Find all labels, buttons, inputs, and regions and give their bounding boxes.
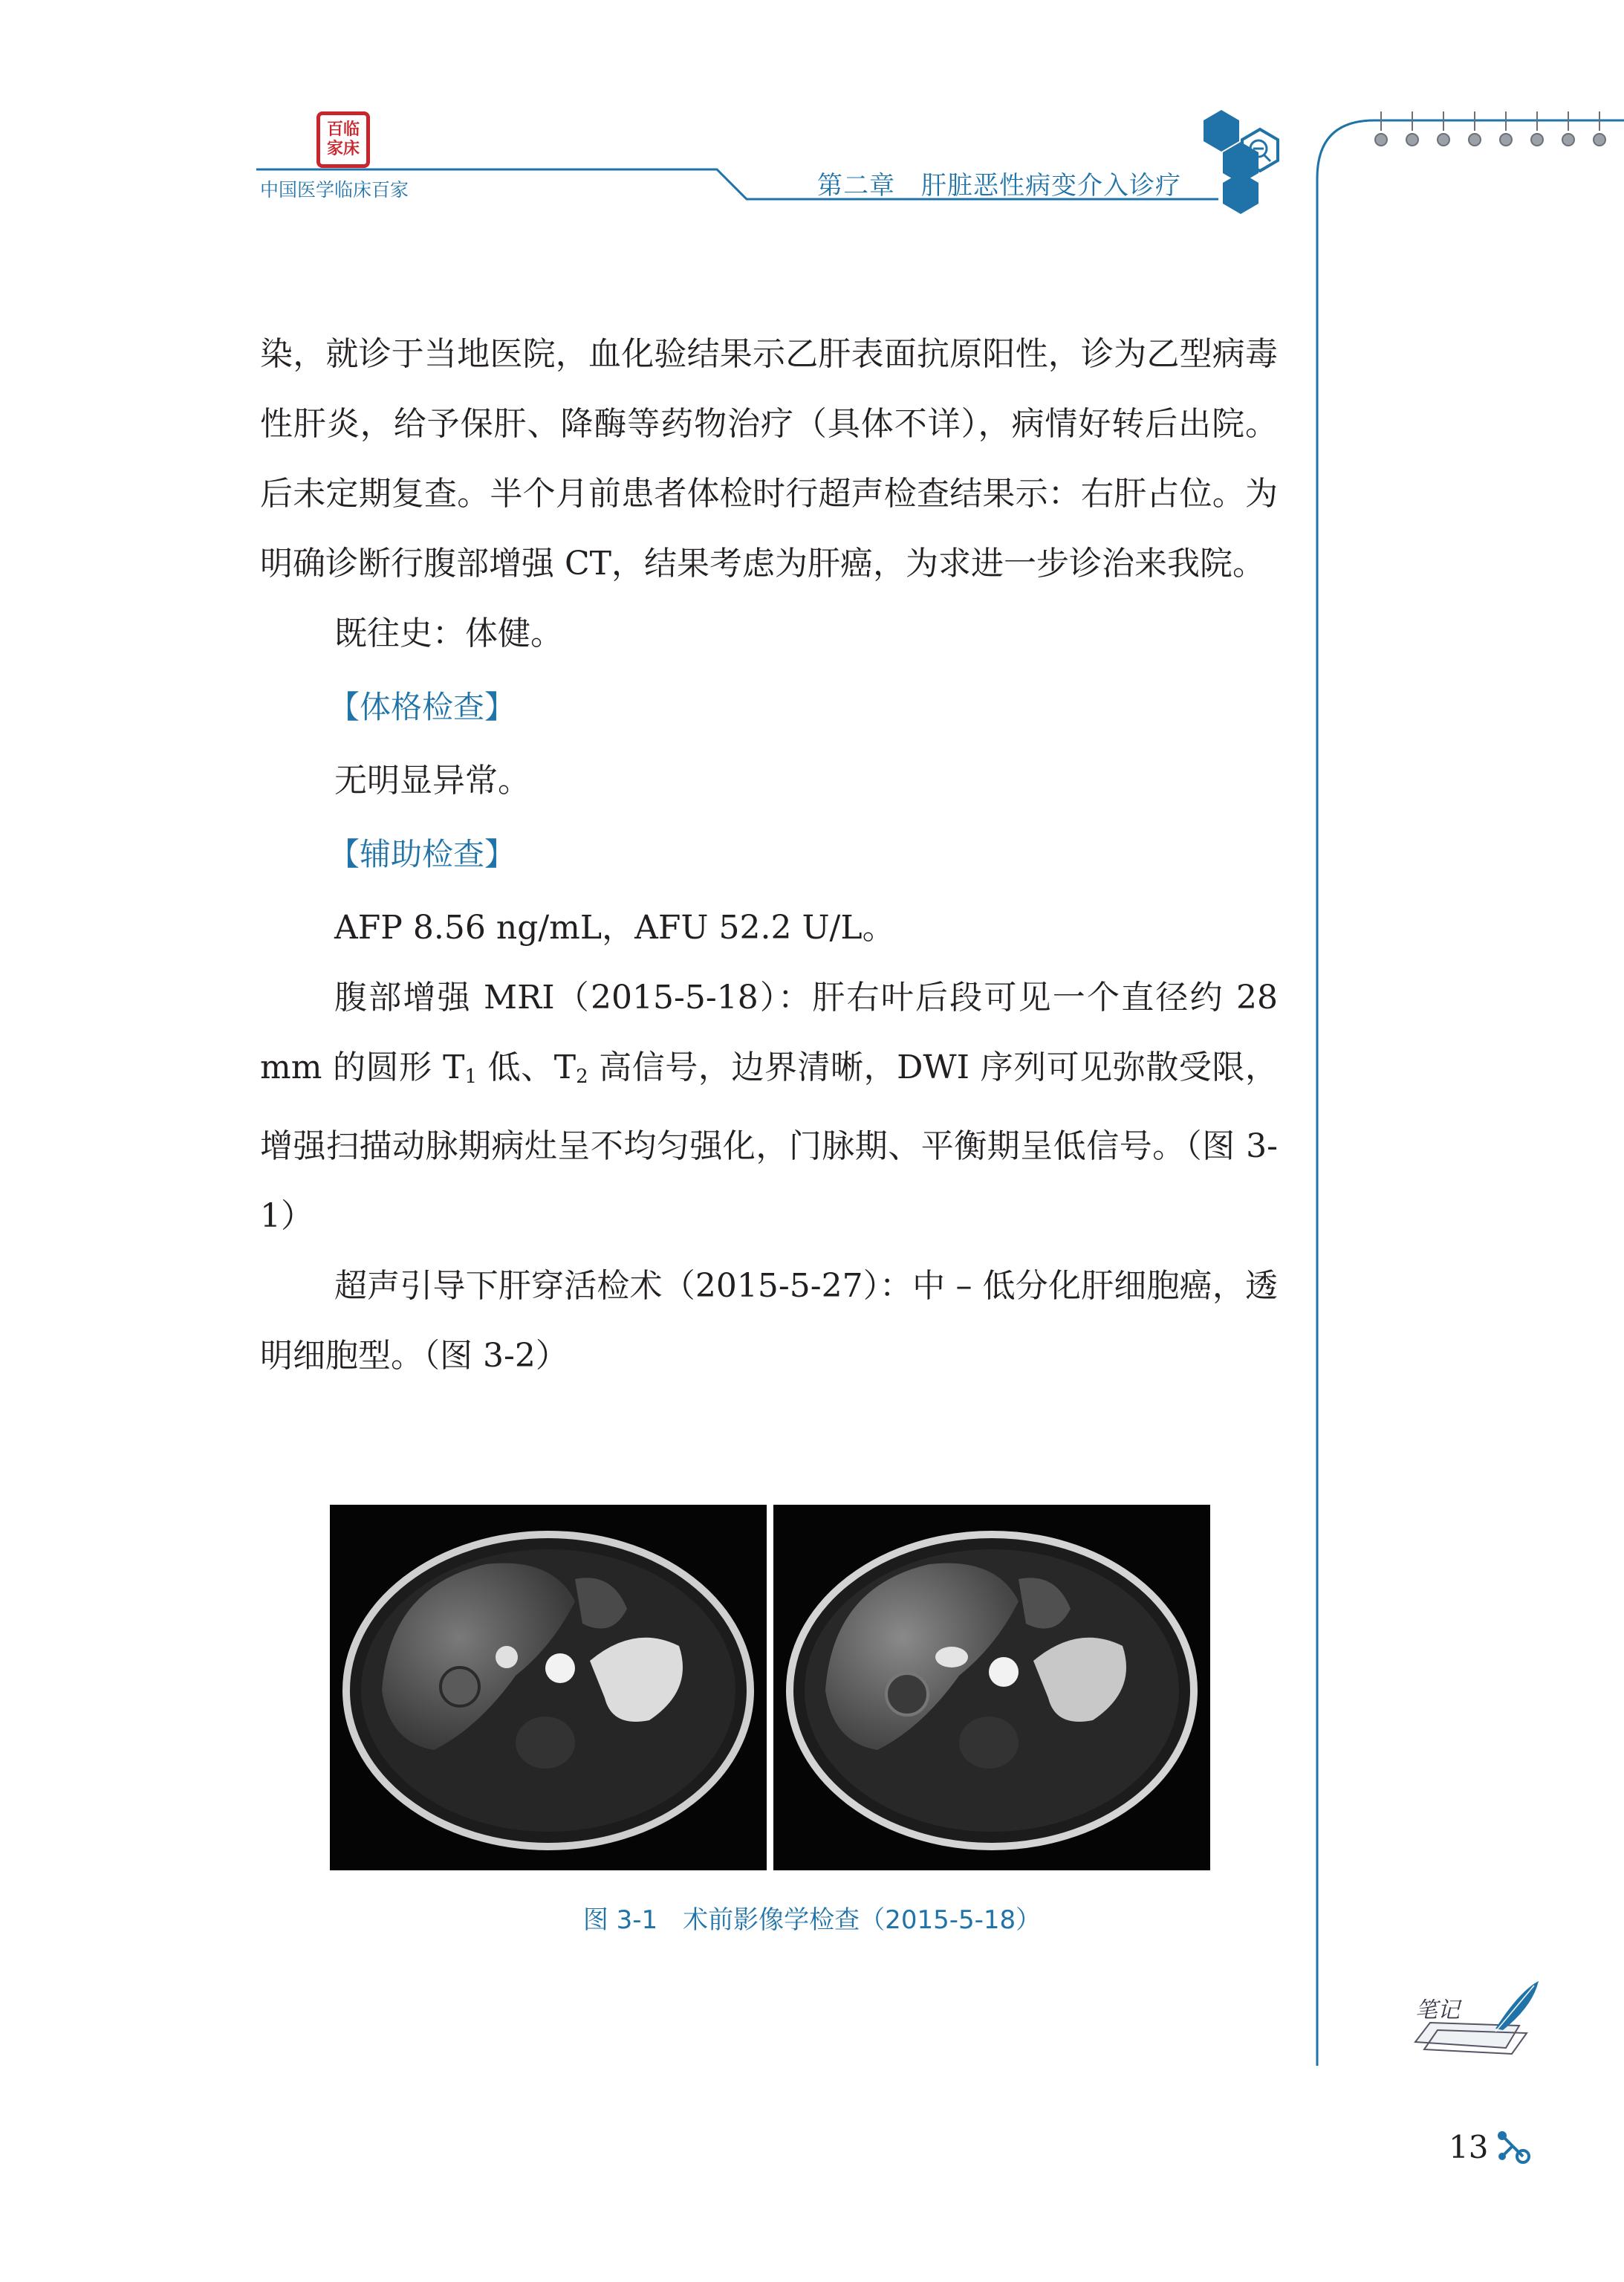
molecule-icon (1493, 2127, 1532, 2165)
brand-seal-logo: 百临家床 (316, 111, 370, 168)
section-heading-auxiliary-exam: 【辅助检查】 (328, 836, 516, 872)
mri-image-left (330, 1505, 767, 1870)
figure-caption: 图 3-1 术前影像学检查（2015-5-18） (582, 1905, 1042, 1935)
paragraph-past-history: 既往史：体健。 (334, 615, 563, 652)
binder-rings-icon (1375, 111, 1605, 146)
notes-label: 笔记 (1415, 1997, 1460, 2023)
paragraph-biopsy: 超声引导下肝穿活检术（2015-5-27）：中 – 低分化肝细胞癌，透明细胞型。（图 3-2） (260, 1267, 1278, 1375)
main-content (260, 320, 1278, 1391)
mri-image-right (773, 1505, 1210, 1870)
paragraph-physical-exam: 无明显异常。 (334, 762, 530, 800)
paragraph-mri: 腹部增强 MRI（2015-5-18）：肝右叶后段可见一个直径约 28 mm 的圆形 $T_1$ 低、$T_2$ 高信号，边界清晰，DWI 序列可见弥散受限，增强扫描动脉期病灶呈不均匀强化，门脉期、平衡期呈低信号。（图 3-1） (260, 979, 1279, 1235)
brand-text: 中国医学临床百家 (260, 179, 409, 201)
chapter-title: 第二章 肝脏恶性病变介入诊疗 (817, 171, 1181, 201)
paragraph-history: 染，就诊于当地医院，血化验结果示乙肝表面抗原阳性，诊为乙型病毒性肝炎，给予保肝、降酶等药物治疗（具体不详），病情好转后出院。后未定期复查。半个月前患者体检时行超声检查结果示：右肝占位。为明确诊断行腹部增强 CT，结果考虑为肝癌，为求进一步诊治来我院。 (260, 335, 1278, 583)
notes-rail (1315, 111, 1624, 2073)
section-heading-physical-exam: 【体格检查】 (328, 689, 516, 725)
page-number: 13 (1449, 2129, 1489, 2165)
figure-mri (330, 1505, 1214, 1870)
paragraph-lab-values: AFP 8.56 ng/mL，AFU 52.2 U/L。 (334, 909, 895, 947)
